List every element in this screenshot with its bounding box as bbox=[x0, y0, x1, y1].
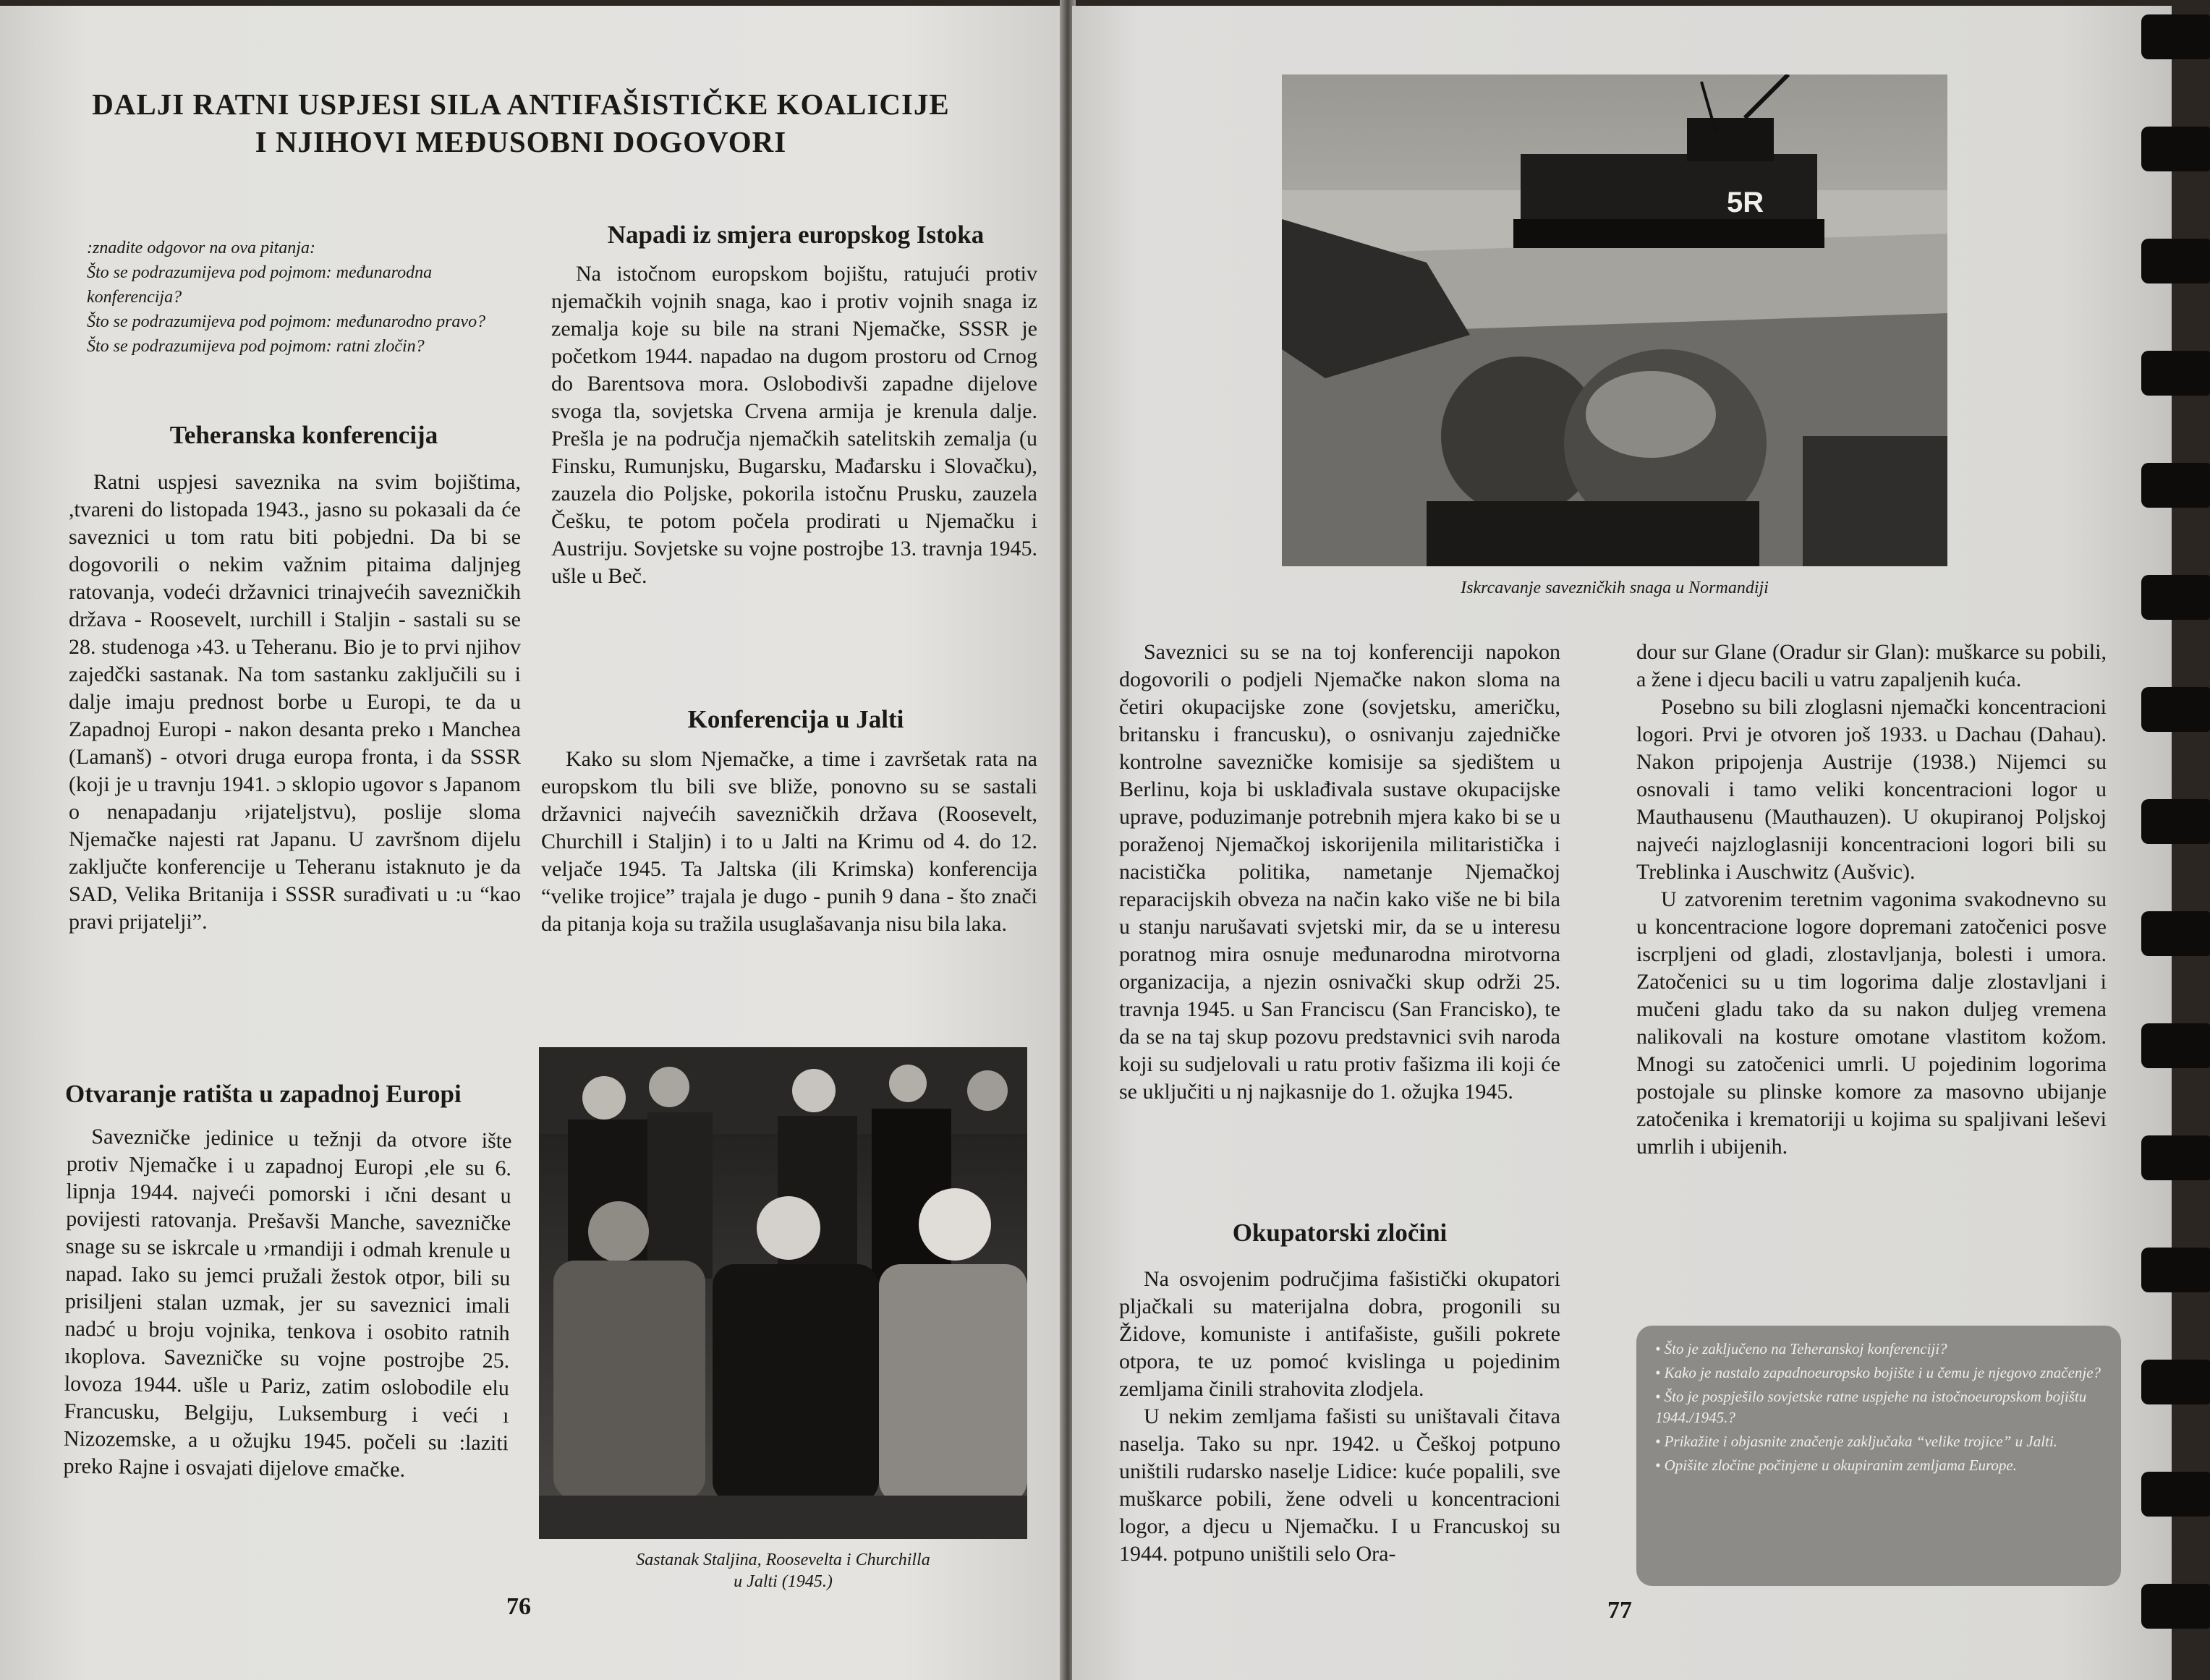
jalta-text: Kako su slom Njemačke, a time i završetak rata na europskom tlu bili sve bliže, ponovno su se sastali državnici najvećih savezničkih država (Roosevelt, Churchill i Staljin) i to u Jalti na Krimu od 4. do 12. veljače 1945. Ta Jaltska (ili Krimska) konferencija “velike trojice” trajala je dugo - punih 9 dana - što znači da pitanja koja su tražila usuglašavanja nisu bila laka. bbox=[541, 747, 1037, 936]
yalta-photo-caption: Sastanak Staljina, Roosevelta i Churchilla u Jalti (1945.) bbox=[636, 1551, 930, 1591]
spiral-ring bbox=[2141, 911, 2210, 956]
page-number-right: 77 bbox=[1607, 1597, 1632, 1624]
yalta-photo bbox=[539, 1047, 1027, 1539]
spiral-ring bbox=[2141, 799, 2210, 844]
jalta-heading: Konferencija u Jalti bbox=[687, 705, 904, 733]
yalta-photo-image bbox=[539, 1047, 1027, 1539]
teheran-text: Ratni uspjesi saveznika na svim bojištima, ,tvareni do listopada 1943., jasno su pokaзali da će saveznici u tom ratu biti pobjedni. Da bi se dogovorili o nekim važnim pitaima daljnjeg ratovanja, vodeći državnici trinajvećih savezničkih država - Roosevelt, ıurchill i Staljin - sastali su se 28. studenoga ›43. u Teheranu. Bio je to prvi njihov zajedčki sastanak. Na tom sastanku zaključili su i dalje imaju prednost borbe u Europi, te da u Zapadnoj Europi - nakon desanta preko ı Manchea (Lamanš) - otvori druga europa fronta, i da SSSR (koji je u travnju 1941. ɔ sklopio ugovor s Japanom o nenapadanju ›rijateljstvu), poslije sloma Njemačke najesti rat Japanu. U završnom dijelu zaključte konferencije u Teheranu istaknuto je da SAD, Velika Britanija i SSSR surađivati u :u “kao pravi prijatelji”. bbox=[69, 470, 521, 934]
review-question: • Prikažite i objasnite značenje zaključaka “velike trojice” u Jalti. bbox=[1655, 1433, 2057, 1450]
spiral-ring bbox=[2141, 1584, 2210, 1629]
review-question: • Kako je nastalo zapadnoeuropsko bojište i u čemu je njegovo značenje? bbox=[1655, 1364, 2101, 1381]
istok-heading: Napadi iz smjera europskog Istoka bbox=[607, 221, 985, 249]
question-item: Što se podrazumijeva pod pojmom: međunarodno pravo? bbox=[87, 312, 486, 331]
page-number-left: 76 bbox=[506, 1593, 531, 1620]
spiral-ring bbox=[2141, 687, 2210, 732]
left-page bbox=[0, 6, 1063, 1680]
chapter-title-line2: I NJIHOVI MEĐUSOBNI DOGOVORI bbox=[255, 125, 787, 158]
zlocini-text: Na osvojenim područjima fašistički okupatori pljačkali su materijalna dobra, progonili su Židove, komuniste i antifašiste, gušili pokrete otpora, te uz pomoć kvislinga u pojedinim zemljama činili strahovita zlodjela. U nekim zemljama fašisti su uništavali čitava naselja. Tako su npr. 1942. u Češkoj potpuno uništili rudarsko naselje Lidice: kuće popalili, sve muškarce pobili, žene odveli u koncentracioni logor, a djecu u Njemačku. I u Francuskoj su 1944. potpuno uništili selo Ora- bbox=[1119, 1267, 1560, 1566]
zapad-text: Savezničke jedinice u težnji da otvore ište protiv Njemačke i u zapadnoj Europi ,ele su 6. lipnja 1944. najveći pomorski i ıčni desant u povijesti ratovanja. Prešavši Manche, savezničke snage su se iskrcale u ›rmandiji i odmah krenule u napad. Iako su jemci pružali žestok otpor, bili su prisiljeni stalan uzmak, jer su saveznici imali nadɔć u broju vojnika, tenkova i osobito ratnih ıkoplova. Savezničke su vojne postrojbe 25. lovoza 1944. ušle u Pariz, zatim oslobodile elu Francusku, Belgiju, Luksemburg i veći ı Nizozemske, a u ožujku 1945. počeli su :laziti preko Rajne i osvajati dijelove ɛmačke. bbox=[63, 1125, 512, 1482]
normandy-photo bbox=[1282, 74, 1947, 566]
spiral-ring bbox=[2141, 351, 2210, 396]
spiral-ring bbox=[2141, 239, 2210, 283]
question-item: Što se podrazumijeva pod pojmom: međunarodna konferencija? bbox=[87, 263, 433, 307]
spiral-ring bbox=[2141, 1472, 2210, 1517]
spiral-ring bbox=[2141, 1135, 2210, 1180]
teheran-heading: Teheranska konferencija bbox=[169, 421, 438, 449]
normandy-photo-image bbox=[1282, 74, 1947, 566]
spiral-ring bbox=[2141, 127, 2210, 171]
zlocini-heading: Okupatorski zločini bbox=[1232, 1219, 1448, 1247]
istok-text: Na istočnom europskom bojištu, ratujući protiv njemačkih vojnih snaga, kao i protiv vojnih snaga iz zemalja koje su bile na strani Njemačke, SSSR je početkom 1944. napadao na dugom prostoru od Crnog do Barentsova mora. Oslobodivši zapadne dijelove svoga tla, sovjetska Crvena armija je krenula dalje. Prešla je na područja njemačkih satelitskih zemalja (u Finsku, Rumunjsku, Bugarsku, Mađarsku i Slovačku), zauzela dio Poljske, pokorila istočnu Prusku, zauzela Češku, te potom počela prodirati u Njemačku i Austriju. Sovjetske su vojne postrojbe 13. travnja 1945. ušle u Beč. bbox=[551, 262, 1037, 588]
right-page bbox=[1072, 6, 2172, 1680]
spiral-ring bbox=[2141, 1360, 2210, 1404]
spiral-ring bbox=[2141, 463, 2210, 508]
tank-marking: 5R bbox=[1727, 187, 1764, 218]
chapter-title-line1: DALJI RATNI USPJESI SILA ANTIFAŠISTIČKE KOALICIJE bbox=[92, 88, 950, 121]
review-questions-box bbox=[1636, 1326, 2121, 1586]
spiral-ring bbox=[2141, 1248, 2210, 1292]
intro-questions bbox=[87, 236, 521, 359]
spiral-ring bbox=[2141, 1023, 2210, 1068]
spiral-ring bbox=[2141, 575, 2210, 620]
right-column-2-text: dour sur Glane (Oradur sir Glan): muškarce su pobili, a žene i djecu bacili u vatru zapaljenih kuća. Posebno su bili zloglasni njemački koncentracioni logori. Prvi je otvoren još 1933. u Dachau (Dahau). Nakon pripojenja Austrije (1938.) Nijemci su osnovali i tamo veliki koncentracioni logor u Mauthausenu (Mauthauzen). U okupiranoj Poljskoj najveći najzloglasniji koncentracioni logori bili su Treblinka i Auschwitz (Aušvic). U zatvorenim teretnim vagonima svakodnevno su u koncentracione logore dopremani zatočenici posve iscrpljeni od gladi, zlostavljanja, bolesti i umora. Zatočenici su u tim logorima dalje zlostavljani i mučeni gladu tako da su nakon duljeg vremena nalikovali na kosture omotane vlastitom kožom. Mnogi su zatočenici umrli. U pojedinim logorima postojale su plinske komore za masovno ubijanje zatočenika i krematoriji u kojima su spaljivani leševi umrlih i ubijenih. bbox=[1636, 640, 2107, 1159]
review-question: • Što je zaključeno na Teheranskoj konferenciji? bbox=[1655, 1340, 1947, 1357]
intro-prompt: :znadite odgovor na ova pitanja: bbox=[87, 239, 315, 257]
question-item: Što se podrazumijeva pod pojmom: ratni zločin? bbox=[87, 337, 425, 356]
right-column-1-text: Saveznici su se na toj konferenciji napokon dogovorili o podjeli Njemačke nakon sloma na četiri okupacijske zone (sovjetsku, američku, britansku i francusku), o osnivanju zajedničke kontrolne savezničke komisije sa sjedištem u Berlinu, koja bi usklađivala sustave okupacijske uprave, poduzimanje potrebnih mjera kako bi se u poraženoj Njemačkoj iskorijenila militaristička i nacistička politika, nametanje Njemačkoj reparacijskih obveza na način kako više ne bi bila u stanju narušavati svjetski mir, da se u interesu poratnog mira osnuje međunarodna mirotvorna organizacija, a njezin osnivački skup održi 25. travnja 1945. u San Franciscu (San Francisko), te da se na taj skup pozovu predstavnici svih naroda koji su sudjelovali u ratu protiv fašizma ili koji će se uključiti u nj najkasnije do 1. ožujka 1945. bbox=[1119, 640, 1560, 1104]
chapter-title bbox=[72, 85, 969, 161]
normandy-photo-caption: Iskrcavanje savezničkih snaga u Normandiji bbox=[1461, 579, 1769, 597]
spiral-ring bbox=[2141, 14, 2210, 59]
zapad-heading: Otvaranje ratišta u zapadnoj Europi bbox=[65, 1080, 462, 1108]
review-question: • Što je pospješilo sovjetske ratne uspjehe na istočnoeuropskom bojištu 1944./1945.? bbox=[1655, 1388, 2087, 1426]
review-question: • Opišite zločine počinjene u okupiranim zemljama Europe. bbox=[1655, 1457, 2017, 1474]
